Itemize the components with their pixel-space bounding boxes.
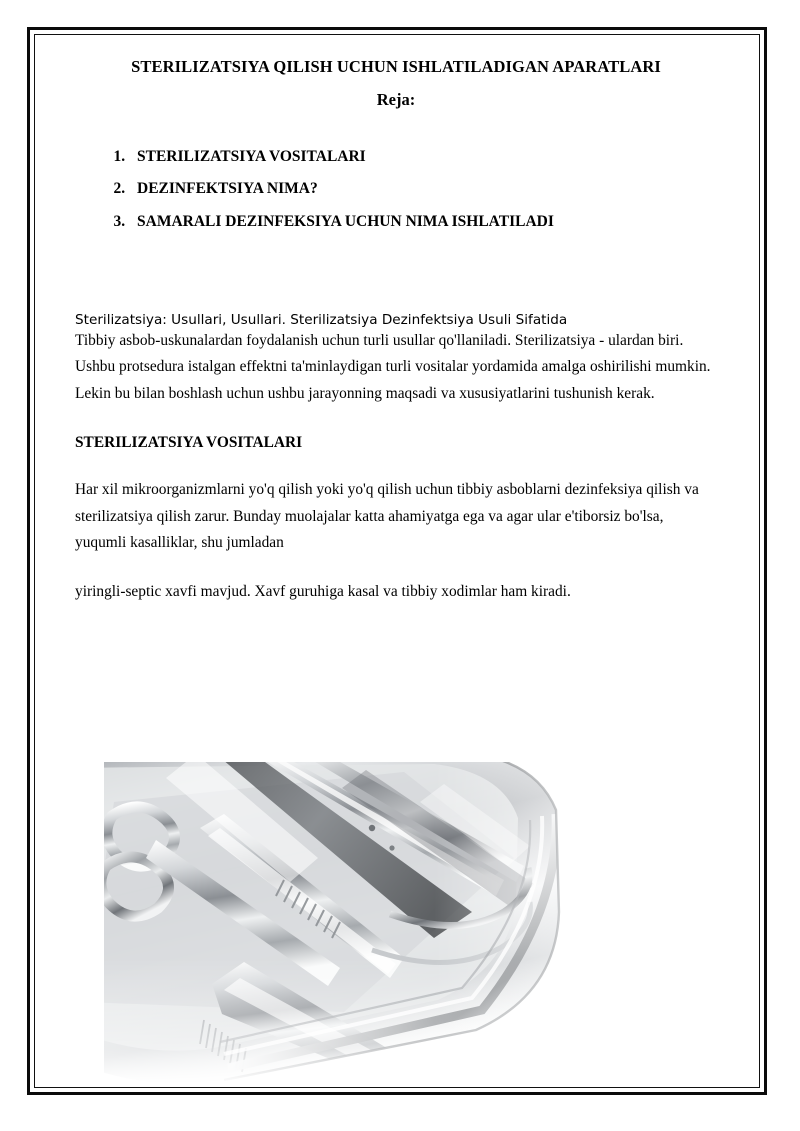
section-heading-sterilizatsiya-vositalari: STERILIZATSIYA VOSITALARI — [75, 433, 303, 451]
body-block — [75, 314, 717, 606]
page-title: STERILIZATSIYA QILISH UCHUN ISHLATILADIGAN APARATLARI — [131, 57, 661, 76]
paragraph-intro: Tibbiy asbob-uskunalardan foydalanish uchun turli usullar qo'llaniladi. Sterilizatsiya - ulardan biri. Ushbu protsedura istalgan effektni ta'minlaydigan turli vositalar yordamida amalga oshirilishi mumkin. Lekin bu bilan boshlash uchun ushbu jarayonning maqsadi va xususiyatlarini tushunish kerak. — [75, 331, 711, 402]
paragraph-risk-group: yiringli-septic xavfi mavjud. Xavf guruhiga kasal va tibbiy xodimlar ham kiradi. — [75, 582, 571, 600]
outline-subtitle: Reja: — [376, 90, 416, 110]
surgical-instruments-illustration — [104, 762, 591, 1084]
outline-list — [75, 149, 717, 230]
list-item: 3. SAMARALI DEZINFEKSIYA UCHUN NIMA ISHLATILADI — [129, 214, 717, 230]
page-frame — [27, 27, 767, 1095]
lead-line: Sterilizatsiya: Usullari, Usullari. Sterilizatsiya Dezinfektsiya Usuli Sifatida — [75, 312, 568, 329]
surgical-instruments-tray-photo — [104, 762, 591, 1084]
paragraph-sterilization-means: Har xil mikroorganizmlarni yo'q qilish yoki yo'q qilish uchun tibbiy asboblarni dezinfeksiya qilish va sterilizatsiya qilish zarur. Bunday muolajalar katta ahamiyatga ega va agar ular e'tiborsiz bo'lsa, yuqumli kasalliklar, shu jumladan — [75, 481, 699, 552]
list-item: 1. STERILIZATSIYA VOSITALARI — [129, 149, 717, 165]
list-item: 2. DEZINFEKTSIYA NIMA? — [129, 181, 717, 197]
document-content — [75, 56, 717, 1056]
